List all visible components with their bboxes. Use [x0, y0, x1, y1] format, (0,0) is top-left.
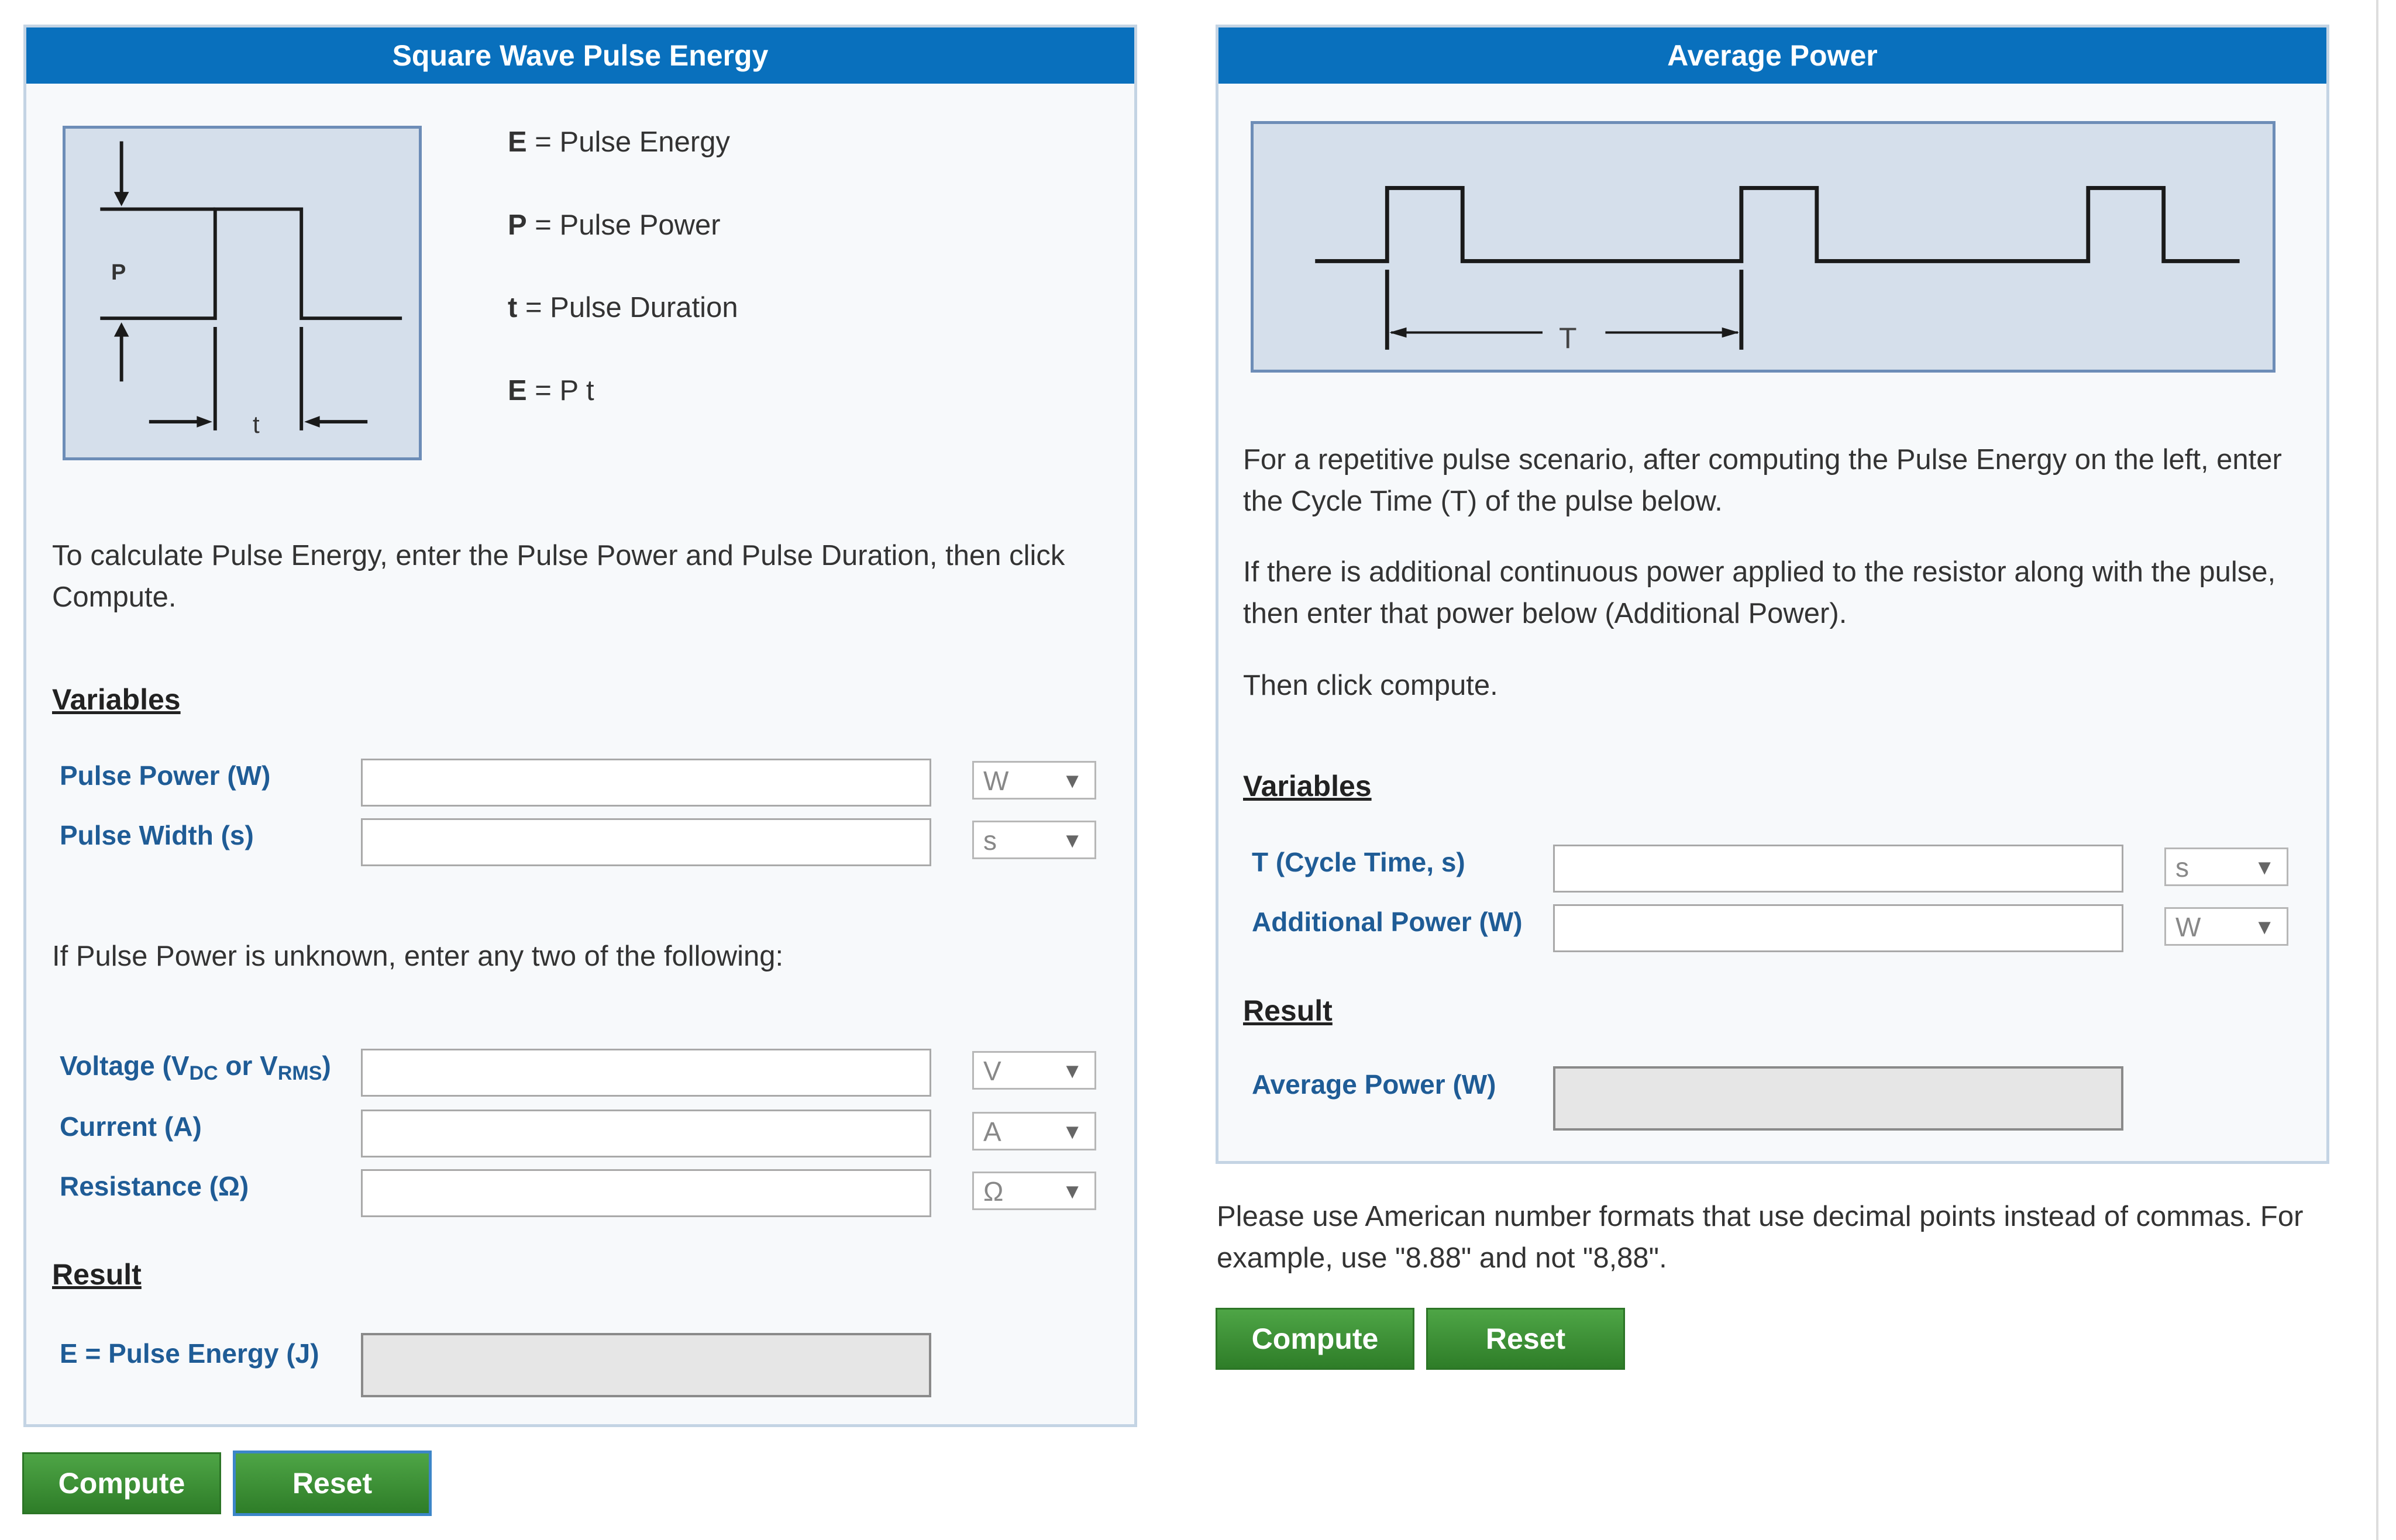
chevron-down-icon: ▼	[1062, 1119, 1083, 1143]
additional-power-label: Additional Power (W)	[1252, 907, 1523, 937]
average-power-panel	[1216, 25, 2329, 1164]
voltage-input[interactable]	[361, 1049, 931, 1097]
resistance-label: Resistance (Ω)	[60, 1171, 249, 1201]
resistance-input[interactable]	[361, 1169, 931, 1217]
result-heading: Result	[52, 1258, 142, 1291]
legend-power: P = Pulse Power	[508, 209, 721, 241]
pulse-energy-title: Square Wave Pulse Energy	[26, 27, 1134, 84]
pulse-power-label: Pulse Power (W)	[60, 760, 271, 791]
cycle-time-label: T (Cycle Time, s)	[1252, 847, 1465, 877]
pulse-width-input[interactable]	[361, 818, 931, 866]
chevron-down-icon: ▼	[2254, 855, 2275, 879]
reset-button[interactable]: Reset	[1426, 1308, 1625, 1370]
pulse-power-unit-select[interactable]: W ▼	[972, 761, 1096, 800]
current-label: Current (A)	[60, 1111, 202, 1142]
chevron-down-icon: ▼	[1062, 828, 1083, 852]
voltage-label: Voltage ($V_{DC}$ or $V_{RMS}$)	[60, 1050, 331, 1084]
legend-formula: E = P t	[508, 375, 594, 406]
resistance-unit-select[interactable]: Ω ▼	[972, 1172, 1096, 1210]
chevron-down-icon: ▼	[1062, 1179, 1083, 1203]
additional-power-input[interactable]	[1553, 904, 2123, 952]
page-scrollbar[interactable]	[2376, 0, 2396, 1540]
pulse-energy-panel	[23, 25, 1137, 1427]
pulse-energy-result-label: E = Pulse Energy (J)	[60, 1338, 319, 1369]
chevron-down-icon: ▼	[1062, 1059, 1083, 1083]
pulse-energy-result-output	[361, 1333, 931, 1397]
compute-button[interactable]: Compute	[22, 1452, 221, 1514]
chevron-down-icon: ▼	[2254, 915, 2275, 939]
diagram-label-p: P	[111, 260, 126, 285]
square-pulse-diagram	[63, 126, 422, 460]
pulse-energy-instructions: To calculate Pulse Energy, enter the Pulse Power and Pulse Duration, then click Compute.	[52, 540, 1065, 613]
result-heading: Result	[1243, 994, 1333, 1027]
legend-energy: E = Pulse Energy	[508, 126, 730, 158]
chevron-down-icon: ▼	[1062, 769, 1083, 793]
pulse-train-drawing	[1254, 124, 2273, 370]
diagram-label-t: t	[253, 411, 260, 438]
diagram-label-period: T	[1559, 322, 1577, 354]
pulse-width-unit-select[interactable]: s ▼	[972, 821, 1096, 859]
average-power-result-output	[1553, 1066, 2123, 1131]
current-input[interactable]	[361, 1110, 931, 1157]
additional-power-unit-select[interactable]: W ▼	[2164, 907, 2288, 946]
pulse-train-diagram	[1251, 121, 2275, 373]
number-format-note: Please use American number formats that use decimal points instead of commas. For example, use "8.88" and not "8,88".	[1217, 1201, 2304, 1274]
pulse-power-input[interactable]	[361, 759, 931, 807]
legend-duration: t = Pulse Duration	[508, 292, 738, 323]
variables-heading: Variables	[1243, 770, 1372, 802]
cycle-time-unit-select[interactable]: s ▼	[2164, 847, 2288, 886]
current-unit-select[interactable]: A ▼	[972, 1112, 1096, 1150]
additional-power-note: If there is additional continuous power applied to the resistor along with the pulse, then enter that power below (Additional Power).	[1243, 556, 2276, 629]
cycle-time-input[interactable]	[1553, 845, 2123, 893]
average-power-result-label: Average Power (W)	[1252, 1069, 1496, 1100]
average-power-intro: For a repetitive pulse scenario, after computing the Pulse Energy on the left, enter the Cycle Time (T) of the pulse below.	[1243, 444, 2282, 517]
variables-heading: Variables	[52, 683, 181, 716]
compute-hint: Then click compute.	[1243, 670, 1498, 701]
compute-button[interactable]: Compute	[1216, 1308, 1414, 1370]
reset-button[interactable]: Reset	[233, 1451, 432, 1516]
average-power-title: Average Power	[1218, 27, 2326, 84]
unknown-power-note: If Pulse Power is unknown, enter any two of the following:	[52, 940, 784, 972]
voltage-unit-select[interactable]: V ▼	[972, 1051, 1096, 1090]
pulse-width-label: Pulse Width (s)	[60, 820, 254, 850]
